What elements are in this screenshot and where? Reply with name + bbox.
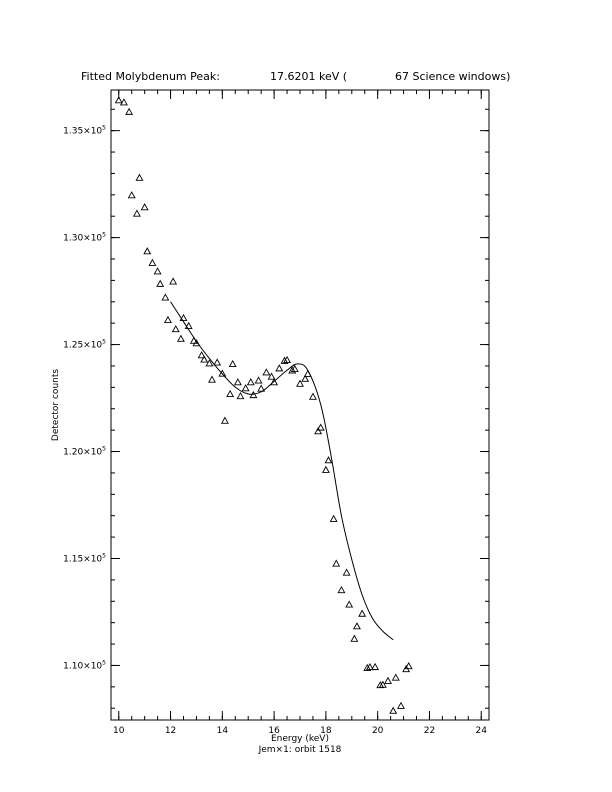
data-point [338, 587, 344, 593]
title-windows: 67 Science windows) [395, 70, 511, 83]
data-point [141, 204, 147, 210]
chart-subtitle: Jem×1: orbit 1518 [258, 745, 342, 755]
data-point [165, 317, 171, 323]
data-point [134, 210, 140, 216]
data-point [330, 516, 336, 522]
data-markers [116, 97, 412, 713]
y-tick-label: $1.20\times 10^5$ [63, 445, 106, 458]
y-tick-label: $1.35\times 10^5$ [63, 124, 106, 137]
data-point [310, 394, 316, 400]
data-point [237, 393, 243, 399]
data-point [178, 336, 184, 342]
y-tick-label: $1.15\times 10^5$ [63, 552, 106, 565]
data-point [393, 674, 399, 680]
y-tick-label: $1.25\times 10^5$ [63, 338, 106, 351]
data-point [209, 376, 215, 382]
title-label: Fitted Molybdenum Peak: [81, 70, 220, 83]
data-point [154, 268, 160, 274]
data-point [276, 365, 282, 371]
y-tick-label: $1.30\times 10^5$ [63, 231, 106, 244]
x-tick-label: 20 [371, 726, 384, 736]
data-point [343, 569, 349, 575]
data-point [318, 424, 324, 430]
chart-title [81, 70, 510, 83]
x-axis-label: Energy (keV) [271, 734, 329, 744]
data-point [248, 379, 254, 385]
data-point [354, 623, 360, 629]
data-point [227, 391, 233, 397]
x-tick-label: 12 [164, 726, 177, 736]
data-point [398, 703, 404, 709]
data-point [372, 664, 378, 670]
data-point [235, 379, 241, 385]
data-point [333, 560, 339, 566]
data-point [351, 636, 357, 642]
data-point [346, 601, 352, 607]
data-point [359, 610, 365, 616]
y-tick-label: $1.10\times 10^5$ [63, 659, 106, 672]
data-point [201, 356, 207, 362]
data-point [214, 359, 220, 365]
data-point [242, 385, 248, 391]
data-point [126, 109, 132, 115]
data-point [162, 294, 168, 300]
data-point [136, 175, 142, 181]
data-point [263, 369, 269, 375]
data-point [325, 457, 331, 463]
axis-ticks [111, 90, 489, 720]
data-point [255, 377, 261, 383]
plot-frame [111, 90, 489, 720]
x-tick-label: 24 [475, 726, 487, 736]
data-point [229, 361, 235, 367]
x-tick-label: 18 [320, 726, 332, 736]
y-axis-label: Detector counts [51, 368, 61, 442]
data-point [385, 678, 391, 684]
data-point [157, 281, 163, 287]
data-point [116, 97, 122, 103]
data-point [323, 467, 329, 473]
data-point [390, 708, 396, 714]
x-tick-label: 14 [216, 726, 229, 736]
x-tick-label: 16 [268, 726, 280, 736]
y-tick-labels [63, 125, 106, 672]
x-tick-label: 10 [113, 726, 125, 736]
data-point [149, 260, 155, 266]
x-tick-label: 22 [423, 726, 436, 736]
title-energy: 17.6201 keV ( [270, 70, 348, 83]
fit-curve [171, 302, 394, 640]
data-point [222, 418, 228, 424]
data-point [144, 248, 150, 254]
data-point [173, 326, 179, 332]
data-point [129, 192, 135, 198]
data-point [170, 278, 176, 284]
